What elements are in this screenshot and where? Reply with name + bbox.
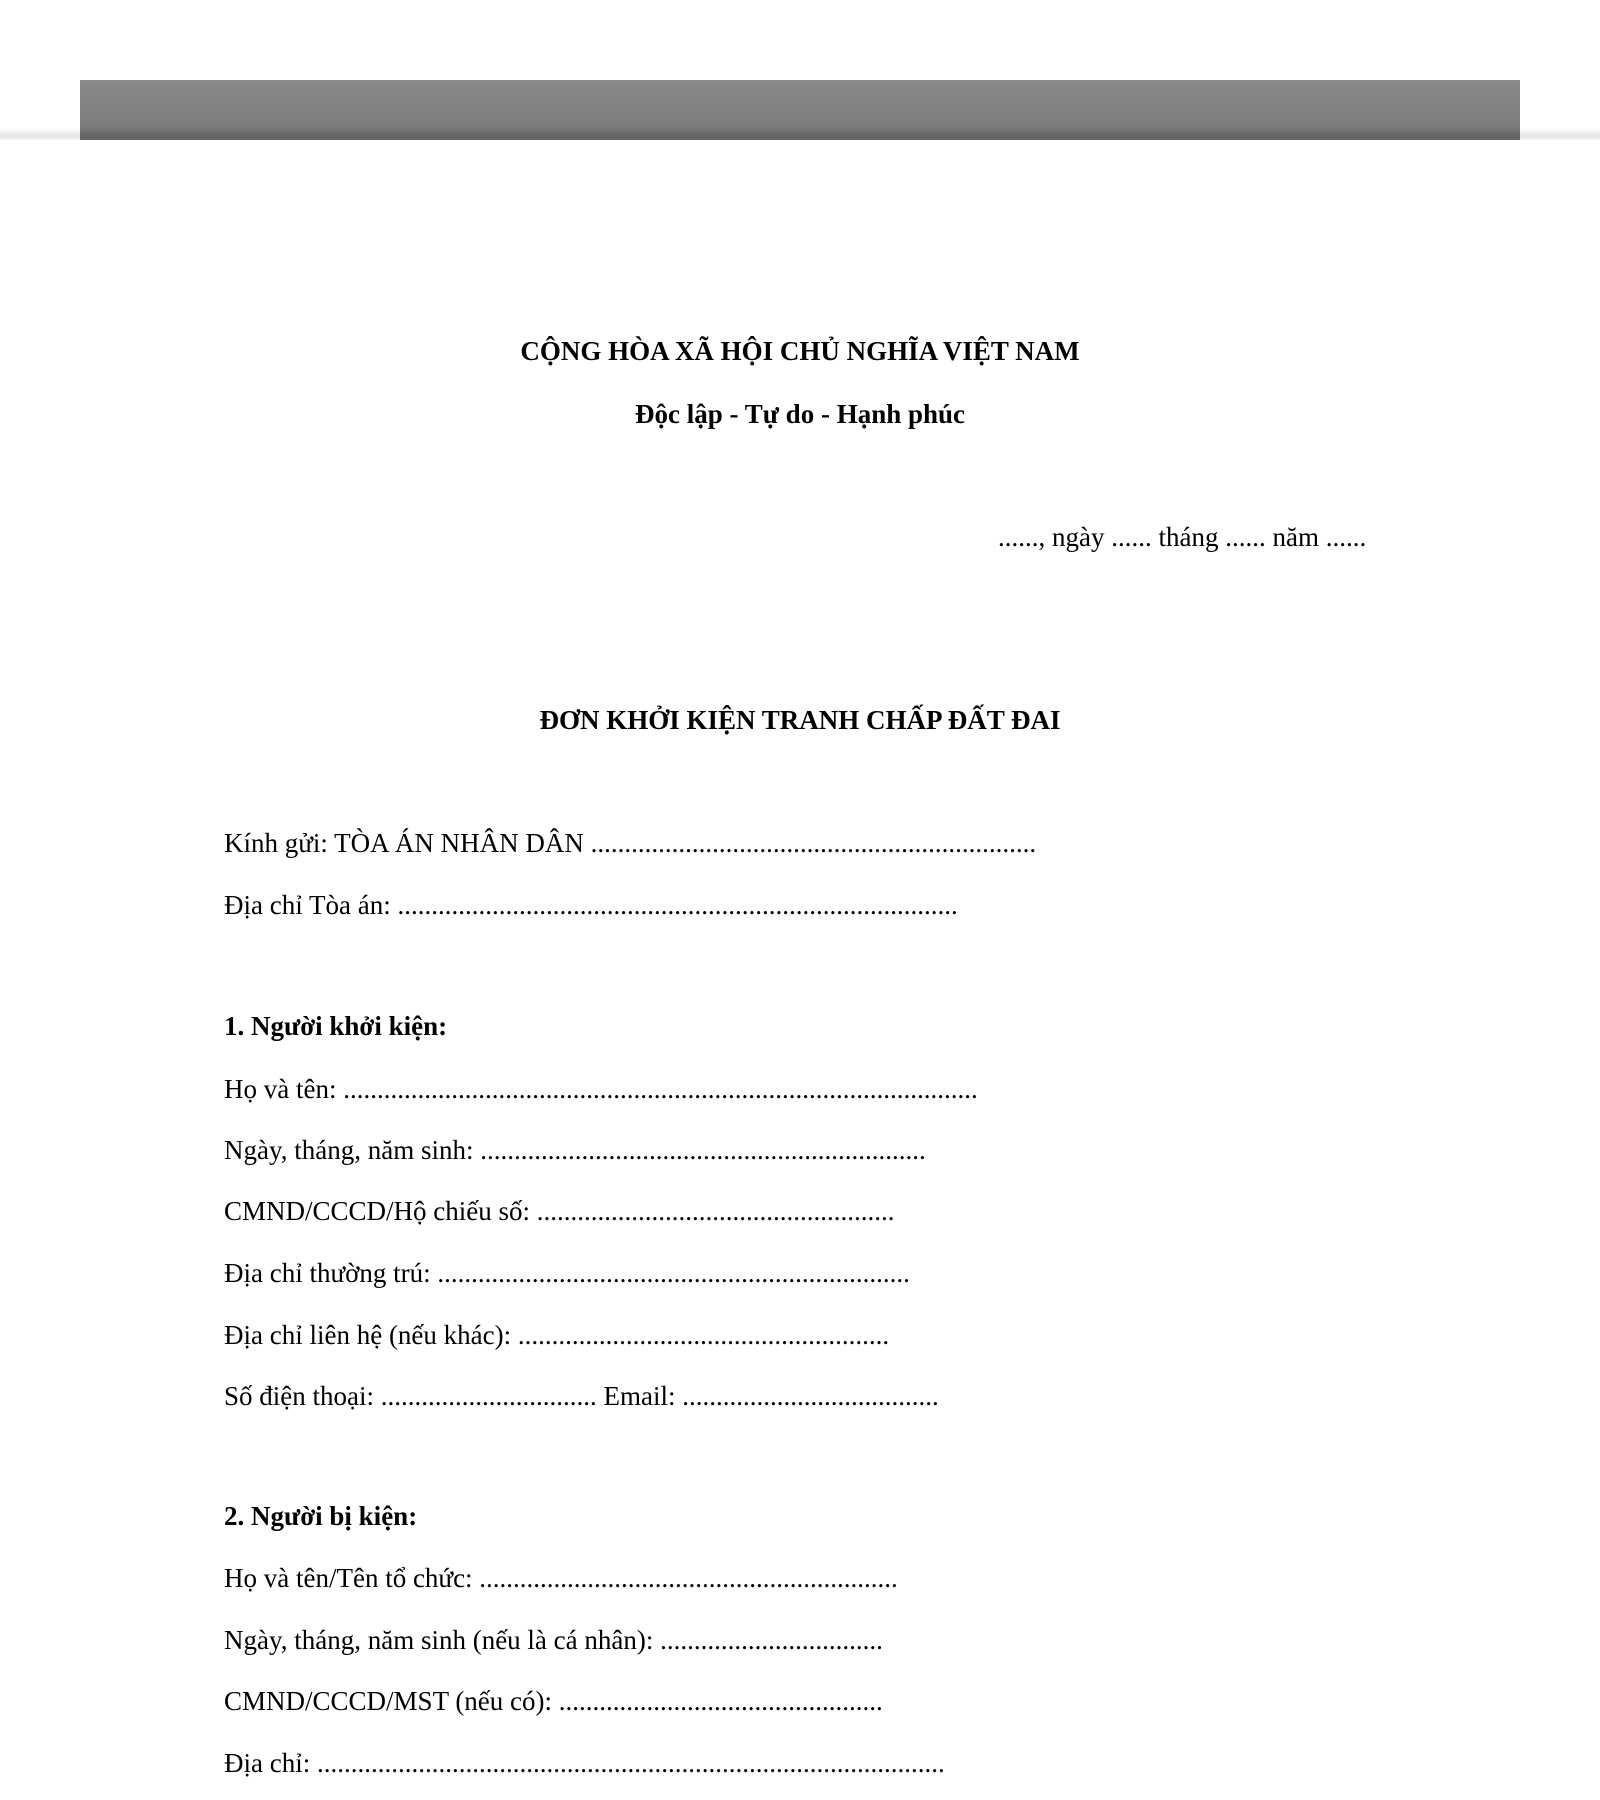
- plaintiff-id-field: CMND/CCCD/Hộ chiếu số: .....................................................: [224, 1196, 895, 1226]
- plaintiff-permanent-address-field: Địa chỉ thường trú: ......................................................................: [224, 1258, 910, 1288]
- defendant-heading: 2. Người bị kiện:: [224, 1501, 418, 1531]
- national-title: CỘNG HÒA XÃ HỘI CHỦ NGHĨA VIỆT NAM: [520, 336, 1080, 366]
- date-line: ......, ngày ...... tháng ...... năm ......: [998, 522, 1367, 552]
- document-page: [0, 140, 1600, 1800]
- plaintiff-name-field: Họ và tên: ..............................................................................................: [224, 1074, 978, 1104]
- recipient-court: Kính gửi: TÒA ÁN NHÂN DÂN ..................................................................: [224, 828, 1037, 858]
- plaintiff-contact-address-field: Địa chỉ liên hệ (nếu khác): .......................................................: [224, 1320, 890, 1350]
- recipient-court-address: Địa chỉ Tòa án: ...................................................................................: [224, 890, 958, 920]
- defendant-address-field: Địa chỉ: .............................................................................................: [224, 1748, 945, 1778]
- plaintiff-birthdate-field: Ngày, tháng, năm sinh: ..................................................................: [224, 1135, 926, 1165]
- defendant-id-field: CMND/CCCD/MST (nếu có): ................................................: [224, 1686, 883, 1716]
- plaintiff-heading: 1. Người khởi kiện:: [224, 1011, 448, 1041]
- national-motto: Độc lập - Tự do - Hạnh phúc: [634, 399, 966, 429]
- plaintiff-phone-email-field: Số điện thoại: ................................ Email: ......................................: [224, 1381, 939, 1411]
- defendant-name-field: Họ và tên/Tên tổ chức: ..............................................................: [224, 1563, 898, 1593]
- document-title: ĐƠN KHỞI KIỆN TRANH CHẤP ĐẤT ĐAI: [539, 705, 1061, 735]
- defendant-birthdate-field: Ngày, tháng, năm sinh (nếu là cá nhân): .................................: [224, 1625, 883, 1655]
